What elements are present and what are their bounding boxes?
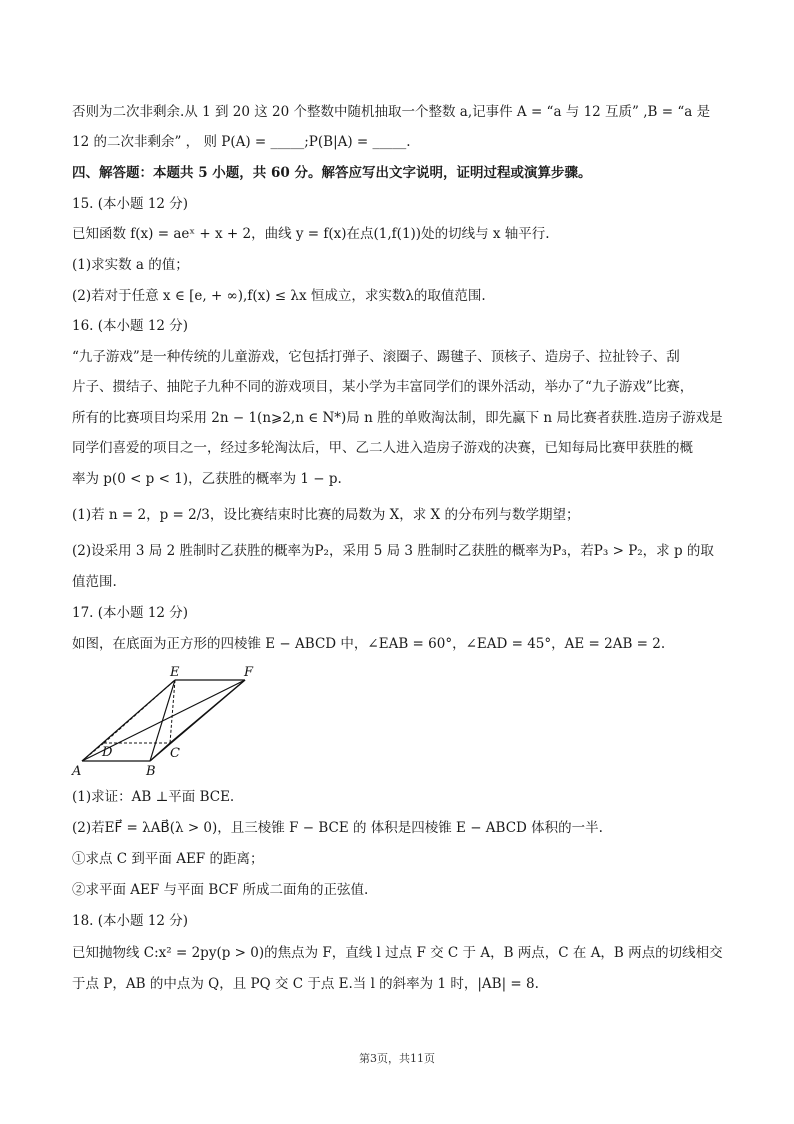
label-C: C xyxy=(170,746,180,761)
text-line: (2)若EF⃗ = λAB⃗(λ > 0)，且三棱锥 F − BCE 的 体积是四棱锥 E − ABCD 体积的一半. xyxy=(72,820,603,836)
text-line: 16. (本小题 12 分) xyxy=(72,318,189,334)
label-B: B xyxy=(146,764,156,779)
label-A: A xyxy=(72,764,82,779)
text-line: 率为 p(0 < p < 1)，乙获胜的概率为 1 − p. xyxy=(72,471,342,487)
text-line: (1)求证：AB ⊥平面 BCE. xyxy=(72,789,235,805)
edge-DE xyxy=(104,680,175,743)
text-line: 如图，在底面为正方形的四棱锥 E − ABCD 中，∠EAB = 60°，∠EAD = 45°，AE = 2AB = 2. xyxy=(72,636,666,652)
text-line: 值范围. xyxy=(72,574,117,590)
text-line: 所有的比赛项目均采用 2n − 1(n⩾2,n ∈ N*)局 n 胜的单败淘汰制，即先赢下 n 局比赛者获胜.造房子游戏是 xyxy=(72,410,723,426)
text-line: (2)若对于任意 x ∈ [e, + ∞),f(x) ≤ λx 恒成立，求实数λ的取值范围. xyxy=(72,288,486,304)
text-line: 18. (本小题 12 分) xyxy=(72,913,189,929)
text-line: 否则为二次非剩余.从 1 到 20 这 20 个整数中随机抽取一个整数 a,记事件 A = “a 与 12 互质” ,B = “a 是 xyxy=(72,104,711,120)
pyramid-figure xyxy=(60,660,270,780)
text-line: ①求点 C 到平面 AEF 的距离； xyxy=(72,851,264,867)
text-line: 同学们喜爱的项目之一，经过多轮淘汰后，甲、乙二人进入造房子游戏的决赛，已知每局比赛甲获胜的概 xyxy=(72,440,693,456)
text-line: 12 的二次非剩余” ， 则 P(A) = _____;P(B|A) = _____. xyxy=(72,134,411,150)
text-line: (2)设采用 3 局 2 胜制时乙获胜的概率为P₂，采用 5 局 3 胜制时乙获胜的概率为P₃，若P₃ > P₂，求 p 的取 xyxy=(72,543,714,559)
text-line: “九子游戏”是一种传统的儿童游戏，它包括打弹子、滚圈子、踢毽子、顶核子、造房子、拉扯铃子、刮 xyxy=(72,349,680,365)
text-line: (1)求实数 a 的值； xyxy=(72,257,189,273)
text-line: ②求平面 AEF 与平面 BCF 所成二面角的正弦值. xyxy=(72,882,369,898)
text-line: 已知函数 f(x) = aeˣ + x + 2，曲线 y = f(x)在点(1,f(1))处的切线与 x 轴平行. xyxy=(72,226,550,242)
text-line: 于点 P，AB 的中点为 Q，且 PQ 交 C 于点 E.当 l 的斜率为 1 时，|AB| = 8. xyxy=(72,976,539,992)
text-line: 15. (本小题 12 分) xyxy=(72,196,189,212)
label-F: F xyxy=(244,665,254,680)
text-line: 片子、掼结子、抽陀子九种不同的游戏项目，某小学为丰富同学们的课外活动，举办了“九子游戏”比赛， xyxy=(72,379,694,395)
page-footer: 第3页，共11页 xyxy=(359,1052,435,1065)
text-line: (1)若 n = 2，p = 2/3，设比赛结束时比赛的局数为 X，求 X 的分布列与数学期望； xyxy=(72,507,580,523)
text-line: 已知抛物线 C:x² = 2py(p > 0)的焦点为 F，直线 l 过点 F 交 C 于 A，B 两点，C 在 A，B 两点的切线相交 xyxy=(72,945,723,961)
text-line: 四、解答题：本题共 5 小题，共 60 分。解答应写出文字说明，证明过程或演算步骤。 xyxy=(72,165,592,181)
label-E: E xyxy=(170,665,180,680)
text-line: 17. (本小题 12 分) xyxy=(72,605,189,621)
label-D: D xyxy=(102,745,113,760)
